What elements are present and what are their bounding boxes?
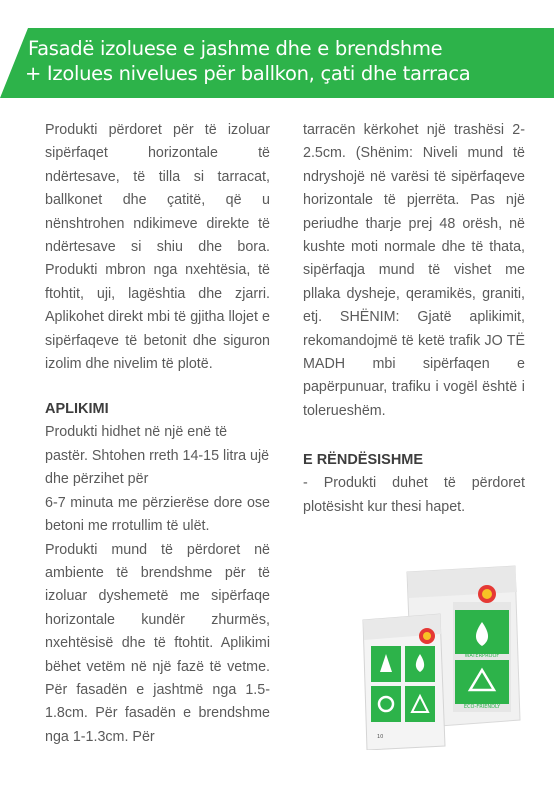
left-column	[45, 119, 270, 749]
product-bags-image	[355, 560, 525, 750]
page-title	[25, 36, 471, 86]
eco-friendly-label: ECO-FRIENDLY	[463, 704, 501, 710]
continuation-paragraph: tarracën kërkohet një trashësi 2-2.5cm. (Shënim: Niveli mund të ndryshojë në varësi të sipërfaqeve horizontale të pjerrëta. Pas një periudhe tharje prej 48 orësh, në kushte moti normale dhe të thata, sipërfaqja mund të vishet me pllaka dysheje, qeramikës, graniti, etj. SHËNIM: Gjatë aplikimit, rekomandojmë të ketë trafik JO TË MADH mbi sipërfaqen e papërpunuar, trafiku i vogël është i tolerueshëm.	[303, 122, 525, 419]
title-line-1: Fasadë izoluese e jashme dhe e brendshme	[28, 37, 443, 60]
important-heading: E RËNDËSISHME	[303, 452, 424, 469]
title-line-2: + Izolues nivelues për ballkon, çati dhe tarraca	[25, 62, 471, 85]
weight-label: 10	[377, 734, 384, 740]
application-paragraph-2: 6-7 minuta me përzierëse dore ose betoni me rrotullim të ulët.	[45, 494, 270, 535]
front-bag	[363, 614, 445, 750]
waterproof-label: WATERPROOF	[464, 653, 500, 659]
important-text: - Produkti duhet të përdoret plotësisht kur thesi hapet.	[303, 475, 525, 515]
intro-paragraph: Produkti përdoret për të izoluar sipërfaqet horizontale të ndërtesave, të tilla si tarracat, ballkonet dhe çatitë, që u nënshtrohen ndikimeve direkte të ndërtesave si shiu dhe bora. Produkti mbron nga nxehtësia, të ftohtit, uji, lagështia dhe zjarri. Aplikohet direkt mbi të gjitha llojet e sipërfaqeve të betonit dhe siguron izolim dhe nivelim të plotë.	[45, 122, 270, 373]
right-column	[303, 119, 525, 519]
application-paragraph-3: Produkti mund të përdoret në ambiente të brendshme për të izoluar dyshemetë me sipërfaqe horizontale kundër zhurmës, nxehtësisë dhe të ftohtit. Aplikimi bëhet vetëm në një fazë të vetme. Për fasadën e jashtmë nga 1.5-1.8cm. Për fasadën e brendshme nga 1-1.3cm. Për	[45, 541, 270, 745]
application-heading: APLIKIMI	[45, 401, 109, 418]
application-paragraph-1: Produkti hidhet në një enë të pastër. Shtohen rreth 14-15 litra ujë dhe përzihet për	[45, 424, 270, 488]
header-banner	[0, 28, 554, 98]
